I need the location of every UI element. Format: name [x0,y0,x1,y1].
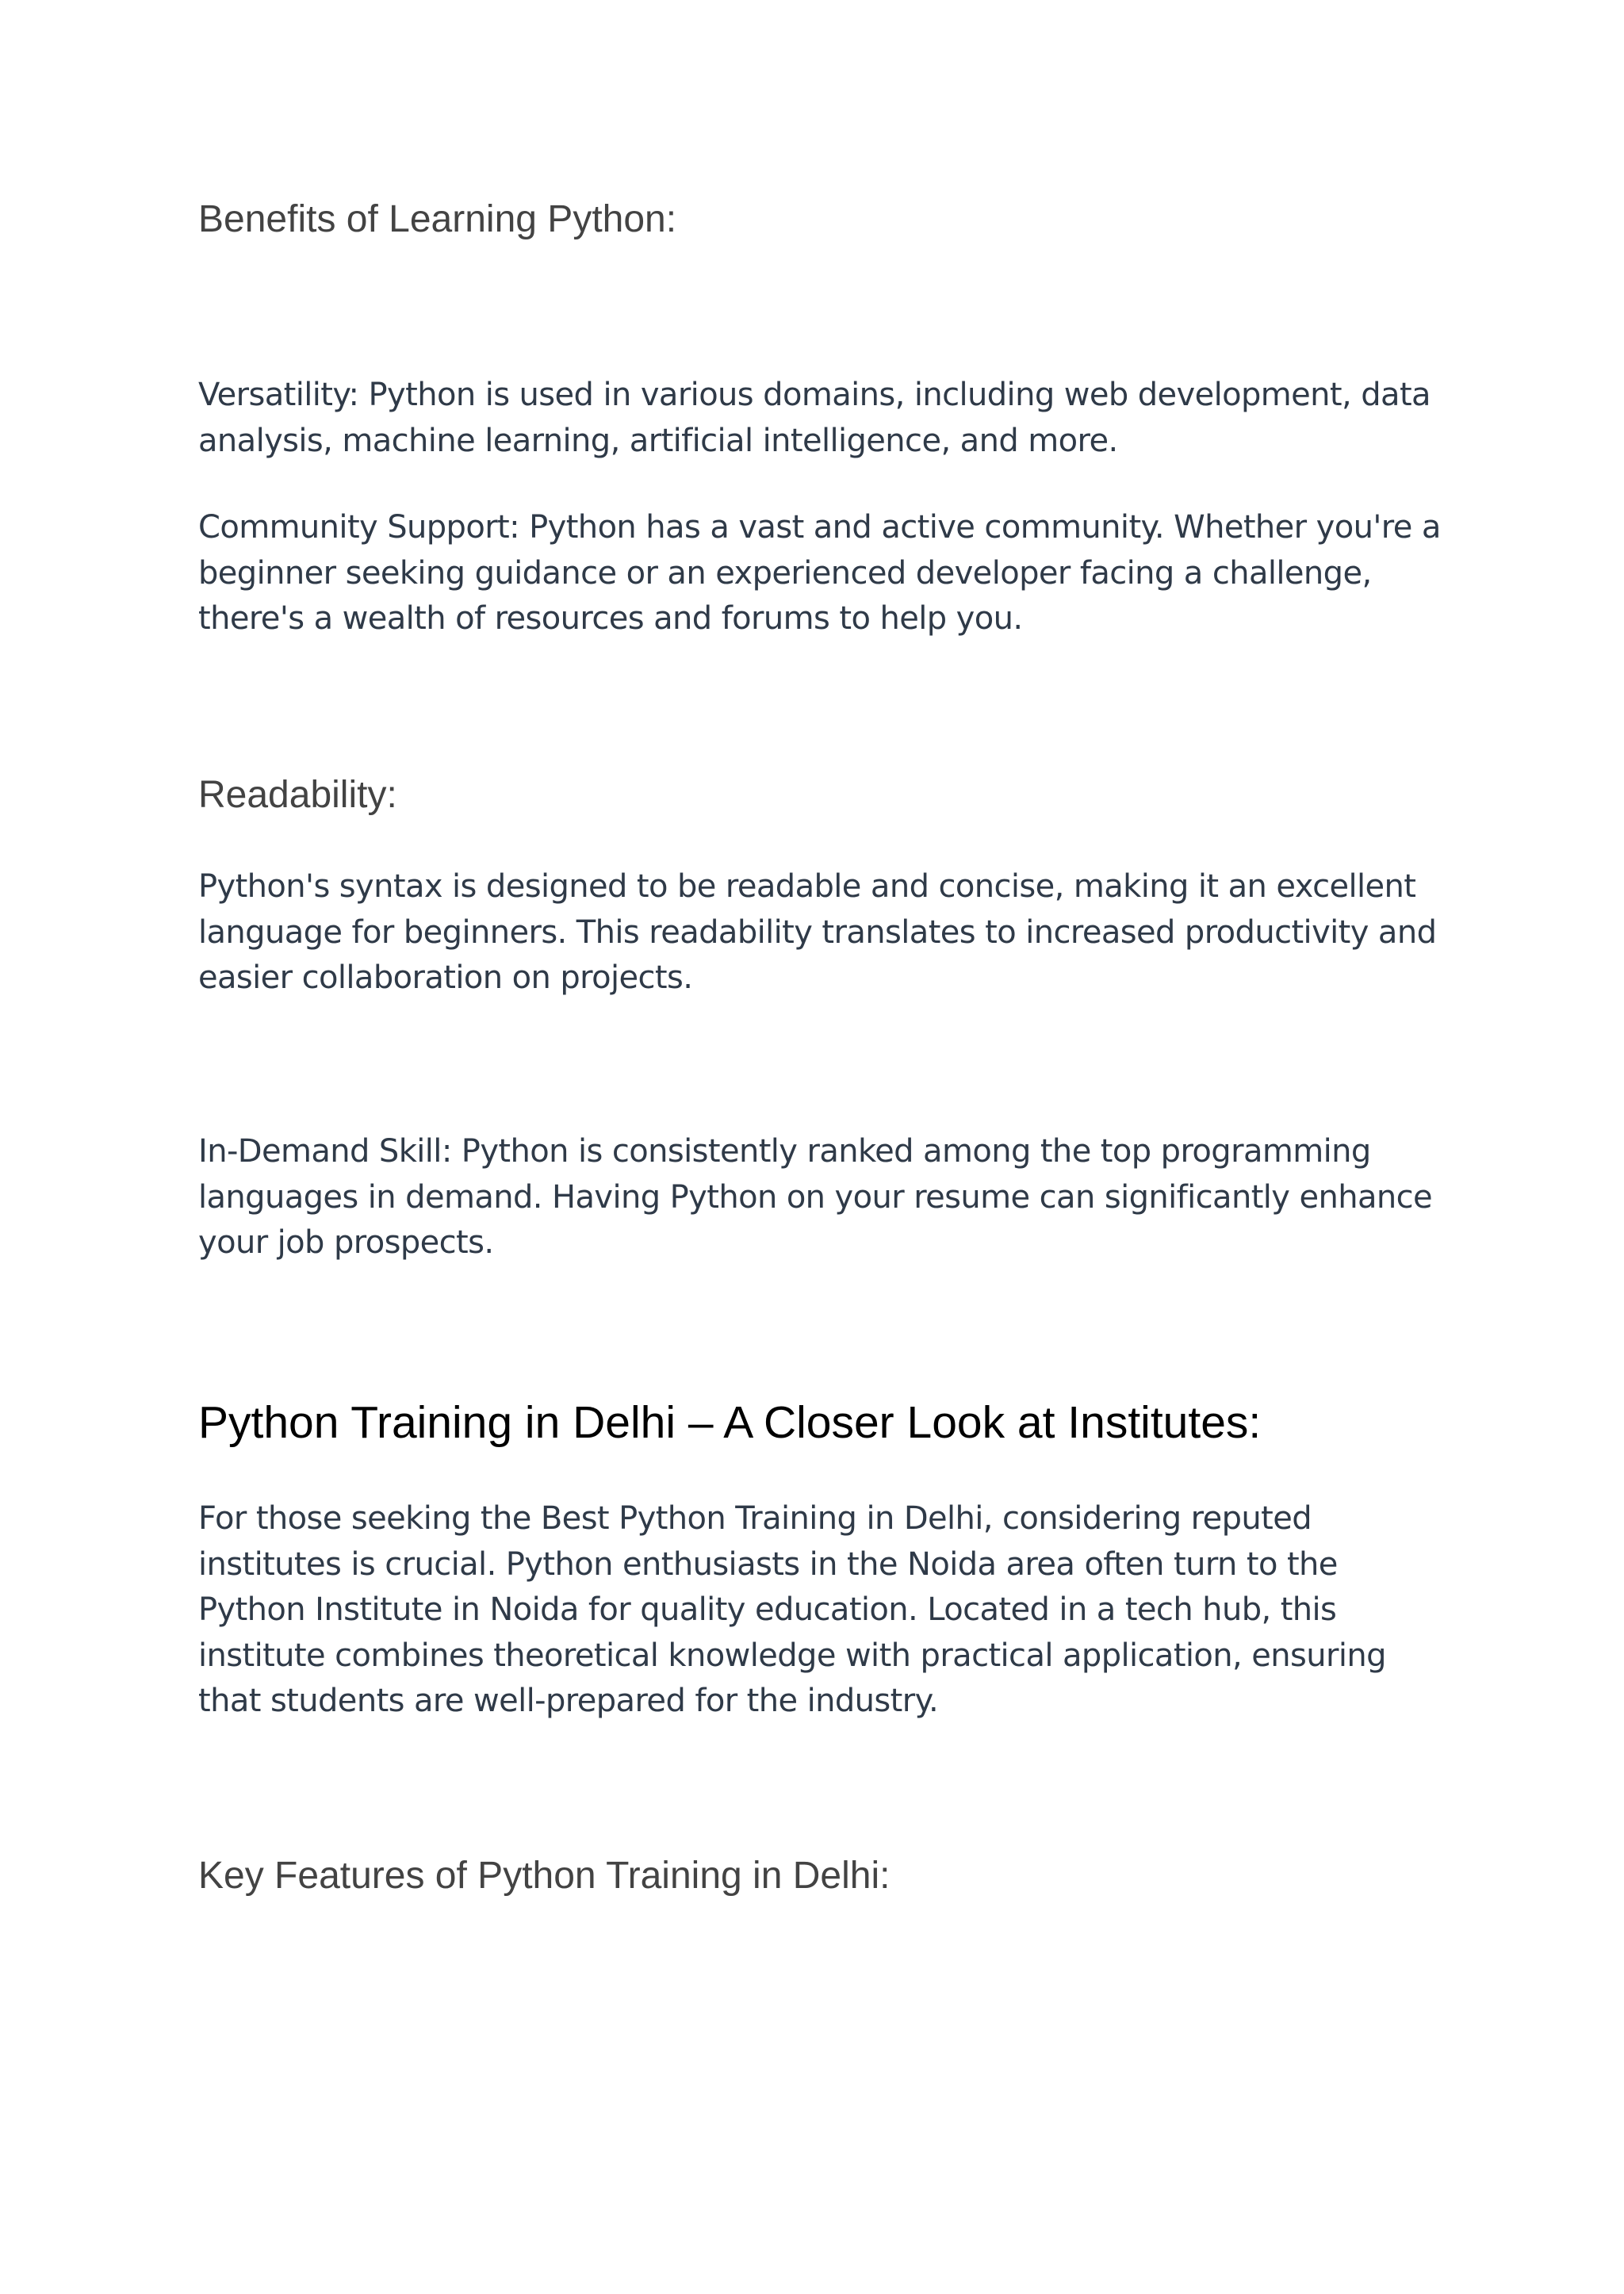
community-support-paragraph: Community Support: Python has a vast and active community. Whether you're a beginner seeking guidance or an experienced developer facing a challenge, there's a wealth of resources and forums to help you. [198,509,1441,637]
benefits-heading: Benefits of Learning Python: [198,198,677,240]
readability-heading: Readability: [198,774,397,816]
versatility-paragraph: Versatility: Python is used in various domains, including web development, data analysis, machine learning, artificial intelligence, and more. [198,377,1431,459]
training-section-heading: Python Training in Delhi – A Closer Look at Institutes: [198,1397,1262,1448]
in-demand-skill-paragraph: In-Demand Skill: Python is consistently ranked among the top programming languages in demand. Having Python on your resume can significantly enhance your job prospects. [198,1133,1433,1261]
training-paragraph: For those seeking the Best Python Training in Delhi, considering reputed institutes is crucial. Python enthusiasts in the Noida area often turn to the Python Institute in Noida for quality education. Located in a tech hub, this institute combines theoretical knowledge with practical application, ensuring that students are well-prepared for the industry. [198,1500,1386,1719]
readability-paragraph: Python's syntax is designed to be readable and concise, making it an excellent language for beginners. This readability translates to increased productivity and easier collaboration on projects. [198,868,1437,996]
key-features-heading: Key Features of Python Training in Delhi: [198,1855,891,1897]
